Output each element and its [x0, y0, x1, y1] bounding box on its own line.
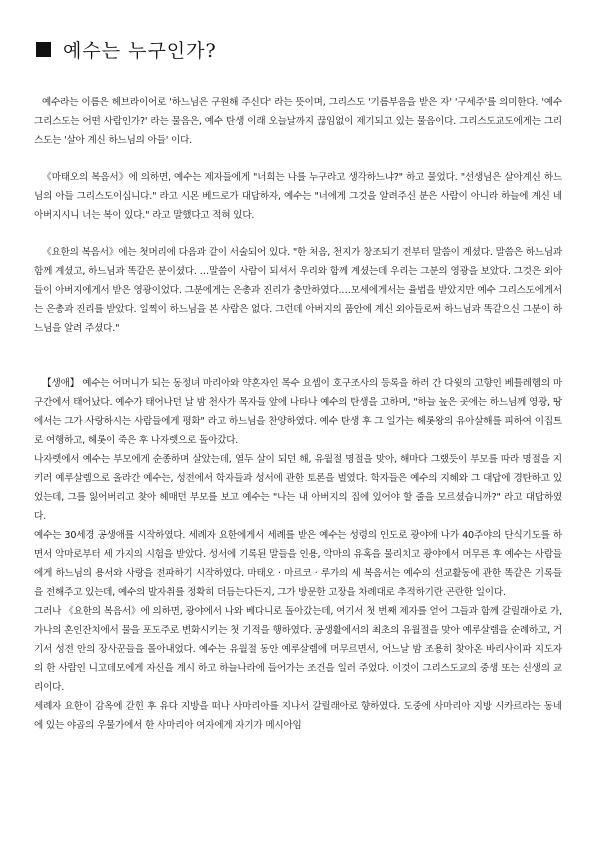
- document-body: [34, 93, 562, 735]
- paragraph-intro: 예수라는 이름은 헤브라이어로 '하느님은 구원해 주신다' 라는 뜻이며, 그리스도 '기름부음을 받은 자' '구세주'를 의미한다. '예수 그리스도는 어떤 사람인가?' 라는 물음은, 예수 탄생 이래 오늘날까지 끊임없이 제기되고 있는 물음이다. 그리스도교도에게는 그리스도는 '살아 계신 하느님의 아들' 이다.: [34, 97, 562, 146]
- paragraph-samaria: 세례자 요한이 감옥에 갇힌 후 유다 지방을 떠나 사마리아를 지나서 갈릴래아로 향하였다. 도중에 사마리아 지방 시카르라는 동네에 있는 야곱의 우물가에서 한 사마리아 여자에게 자기가 메시아임: [34, 701, 562, 731]
- title-text: 예수는 누구인가?: [63, 40, 217, 62]
- paragraph-life: [34, 374, 562, 450]
- paragraph-life-text: 예수는 어머니가 되는 동정녀 마리아와 약혼자인 목수 요셉이 호구조사의 등록을 하러 간 다윗의 고향인 베틀레헴의 마구간에서 태어났다. 예수가 태어나던 날 밤 천사가 목자들 앞에 나타나 예수의 탄생을 고하며, "하늘 높은 곳에는 하느님께 영광, 땅에서는 그가 사랑하시는 사람들에게 평화" 라고 하느님을 찬양하였다. 예수 탄생 후 그 일가는 헤롯왕의 유아살해를 피하여 이집트로 여행하고, 헤롯이 죽은 후 나자렛으로 돌아갔다.: [34, 378, 562, 446]
- page-title: [36, 36, 217, 63]
- paragraph-matthew: 《마태오의 복음서》에 의하면, 예수는 제자들에게 "너희는 나를 누구라고 생각하느냐?" 하고 물었다. "선생님은 살아계신 하느님의 아들 그리스도이십니다." 라고 시몬 베드로가 대답하자, 예수는 "너에게 그것을 알려주신 분은 사람이 아니라 하늘에 계신 네 아버지시니 너는 복이 있다." 라고 말했다고 적혀 있다.: [34, 172, 562, 221]
- section-label-life: 【생애】: [42, 378, 80, 389]
- paragraph-nazareth: 나자렛에서 예수는 부모에게 순종하며 살았는데, 열두 살이 되던 해, 유월절 명절을 맞아, 해마다 그랬듯이 부모를 따라 명절을 지키러 예루살렘으로 올라간 예수는, 성전에서 학자들과 성서에 관한 토론을 벌였다. 학자들은 예수의 지혜와 그 대답에 경탄하고 있었는데, 그를 잃어버리고 찾아 헤매던 부모를 보고 예수는 "나는 내 아버지의 집에 있어야 할 줄을 모르셨습니까?" 라고 대답하였다.: [34, 454, 562, 522]
- square-bullet-icon: [36, 42, 51, 57]
- paragraph-galilee: 그러나 《요한의 복음서》에 의하면, 광야에서 나와 베다니로 돌아갔는데, 여기서 첫 번째 제자를 얻어 그들과 함께 갈릴래아로 가, 가나의 혼인잔치에서 물을 포도주로 변화시키는 첫 기적을 행하였다. 공생활에서의 최초의 유월절을 맞아 예루살렘을 순례하고, 거기서 성전 안의 장사꾼들을 몰아내었다. 예수는 유월절 동안 예루살렘에 머무르면서, 어느날 밤 조용히 찾아온 바리사이파 지도자의 한 사람인 니고데모에게 자신을 계시 하고 하늘나라에 들어가는 조건을 일러 주었다. 이것이 그리스도교의 중생 또는 신생의 교리이다.: [34, 606, 562, 693]
- paragraph-ministry: 예수는 30세경 공생애를 시작하였다. 세례자 요한에게서 세례를 받은 예수는 성령의 인도로 광야에 나가 40주야의 단식기도를 하면서 악마로부터 세 가지의 시험을 받았다. 성서에 기록된 말들을 인용, 악마의 유혹을 물리치고 광야에서 머무른 후 예수는 사람들에게 하느님의 용서와 사랑을 전파하기 시작하였다. 마태오 · 마르코 · 루가의 세 복음서는 예수의 선교활동에 관한 똑같은 기록들을 전해주고 있는데, 예수의 발자취를 정확히 더듬는다든지, 그가 방문한 고장을 차례대로 추적하기란 곤란한 일이다.: [34, 530, 562, 598]
- paragraph-john: 《요한의 복음서》에는 첫머리에 다음과 같이 서술되어 있다. "한 처음, 천지가 창조되기 전부터 말씀이 계셨다. 말씀은 하느님과 함께 계셨고, 하느님과 똑같은 분이셨다. …말씀이 사람이 되셔서 우리와 함께 계셨는데 우리는 그분의 영광을 보았다. 그것은 외아들이 아버지에게서 받은 영광이었다. 그분에게는 은총과 진리가 충만하였다.…모세에게서는 율법을 받았지만 예수 그리스도에게서는 은총과 진리를 받았다. 일찍이 하느님을 본 사람은 없다. 그런데 아버지의 품안에 계신 외아들로써 하느님과 똑같으신 그분이 하느님을 알려 주셨다.": [34, 247, 562, 334]
